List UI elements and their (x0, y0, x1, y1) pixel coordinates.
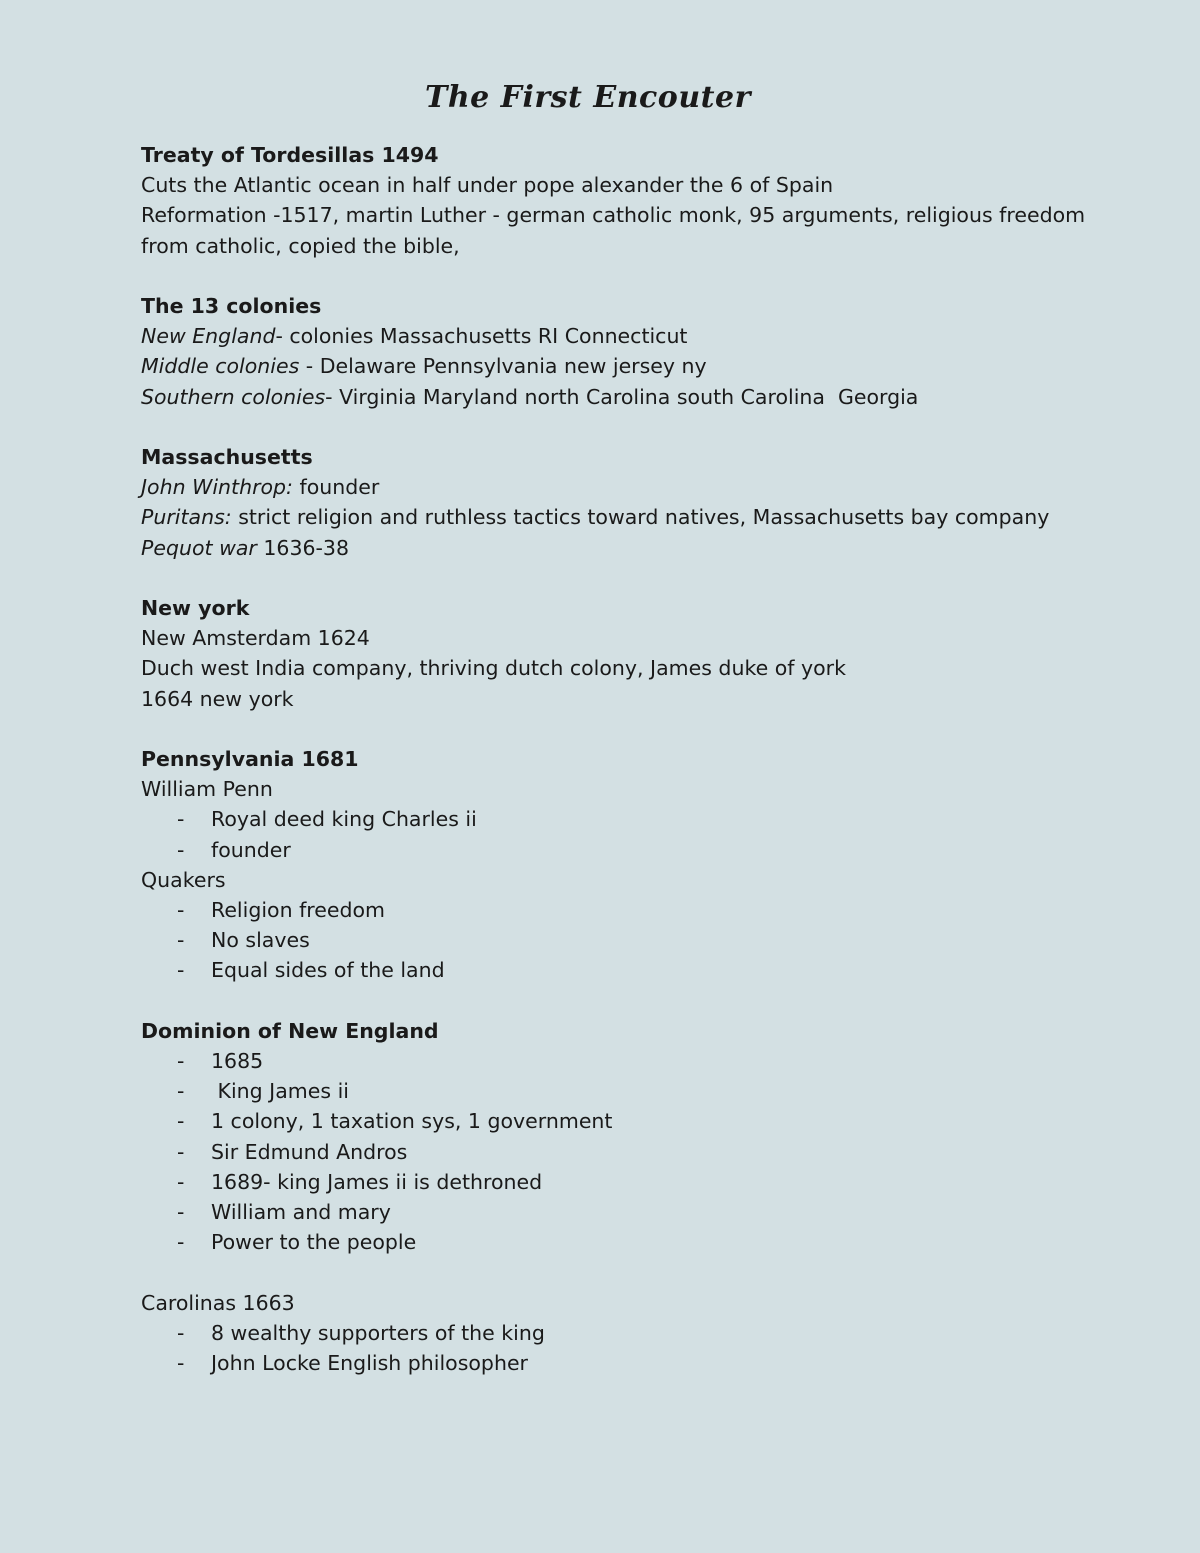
fact-text: founder (292, 475, 380, 500)
colony-text: - Virginia Maryland north Carolina south Carolina Georgia (325, 384, 919, 409)
list-item-text: Sir Edmund Andros (211, 1139, 408, 1164)
text-line: New Amsterdam 1624 (141, 626, 370, 651)
dash-list (141, 804, 1101, 864)
dash-marker: - (177, 1200, 185, 1225)
section-heading: The 13 colonies (141, 294, 322, 318)
list-item (141, 835, 1101, 865)
document-body (141, 140, 1101, 1408)
fact-text: strict religion and ruthless tactics toward natives, Massachusetts bay company (231, 505, 1050, 530)
dash-list (141, 895, 1101, 986)
fact-label: John Winthrop: (141, 475, 293, 500)
list-item (141, 1076, 1101, 1106)
section-carolinas (141, 1288, 1101, 1379)
dash-marker: - (177, 837, 185, 862)
list-item (141, 1106, 1101, 1136)
document-title: The First Encouter (425, 80, 751, 115)
text-line: Cuts the Atlantic ocean in half under pope alexander the 6 of Spain (141, 173, 834, 198)
section-new-york (141, 593, 1101, 714)
list-item-text: 1685 (211, 1049, 264, 1074)
dash-marker: - (177, 958, 185, 983)
colony-text: - Delaware Pennsylvania new jersey ny (305, 354, 707, 379)
list-item (141, 925, 1101, 955)
dash-marker: - (177, 807, 185, 832)
section-heading: Treaty of Tordesillas 1494 (141, 143, 439, 167)
list-item-text: Religion freedom (211, 898, 386, 923)
section-heading: New york (141, 596, 250, 620)
section-massachusetts (141, 442, 1101, 563)
list-item-text: 1689- king James ii is dethroned (211, 1169, 543, 1194)
dash-marker: - (177, 1320, 185, 1345)
colony-text: - colonies Massachusetts RI Connecticut (275, 324, 688, 349)
colony-label: Southern colonies (141, 384, 326, 409)
fact-line (141, 533, 1101, 563)
list-item (141, 1046, 1101, 1076)
section-pennsylvania (141, 744, 1101, 986)
list-item (141, 1348, 1101, 1378)
colony-line (141, 382, 1101, 412)
dash-list (141, 1318, 1101, 1378)
list-item-text: Power to the people (211, 1230, 417, 1255)
dash-marker: - (177, 898, 185, 923)
list-item (141, 895, 1101, 925)
section-heading: Massachusetts (141, 445, 313, 469)
list-item-text: William and mary (211, 1200, 391, 1225)
section-heading: Dominion of New England (141, 1018, 439, 1043)
fact-line (141, 502, 1101, 532)
dash-marker: - (177, 1049, 185, 1074)
section-heading: Pennsylvania 1681 (141, 747, 359, 771)
list-item (141, 955, 1101, 985)
colony-line (141, 321, 1101, 351)
list-item-text: founder (211, 837, 291, 862)
dash-marker: - (177, 928, 185, 953)
list-item-text: No slaves (211, 928, 310, 953)
list-item-text: 1 colony, 1 taxation sys, 1 government (211, 1109, 613, 1134)
subheading: Quakers (141, 867, 226, 892)
dash-marker: - (177, 1230, 185, 1255)
section-treaty (141, 140, 1101, 261)
list-item-text: John Locke English philosopher (211, 1351, 528, 1376)
colony-label: Middle colonies (141, 354, 306, 379)
list-item-text: King James ii (211, 1079, 349, 1104)
text-line: Reformation -1517, martin Luther - german catholic monk, 95 arguments, religious freedom from catholic, copied the bible, (141, 203, 1086, 258)
list-item (141, 1197, 1101, 1227)
text-line: Duch west India company, thriving dutch colony, James duke of york (141, 656, 846, 681)
fact-label: Pequot war (141, 535, 257, 560)
fact-text: 1636-38 (256, 535, 350, 560)
list-item (141, 1318, 1101, 1348)
dash-marker: - (177, 1079, 185, 1104)
list-item (141, 1227, 1101, 1257)
list-item-text: Royal deed king Charles ii (211, 807, 477, 832)
section-dominion (141, 1016, 1101, 1258)
colony-label: New England (141, 324, 276, 349)
text-line: 1664 new york (141, 686, 294, 711)
section-colonies (141, 291, 1101, 412)
list-item-text: Equal sides of the land (211, 958, 445, 983)
dash-list (141, 1046, 1101, 1257)
subheading: William Penn (141, 777, 273, 802)
fact-label: Puritans: (141, 505, 232, 530)
list-item (141, 1167, 1101, 1197)
section-heading: Carolinas 1663 (141, 1290, 295, 1315)
dash-marker: - (177, 1169, 185, 1194)
fact-line (141, 472, 1101, 502)
list-item (141, 804, 1101, 834)
colony-line (141, 351, 1101, 381)
dash-marker: - (177, 1351, 185, 1376)
dash-marker: - (177, 1109, 185, 1134)
dash-marker: - (177, 1139, 185, 1164)
list-item-text: 8 wealthy supporters of the king (211, 1320, 545, 1345)
list-item (141, 1137, 1101, 1167)
